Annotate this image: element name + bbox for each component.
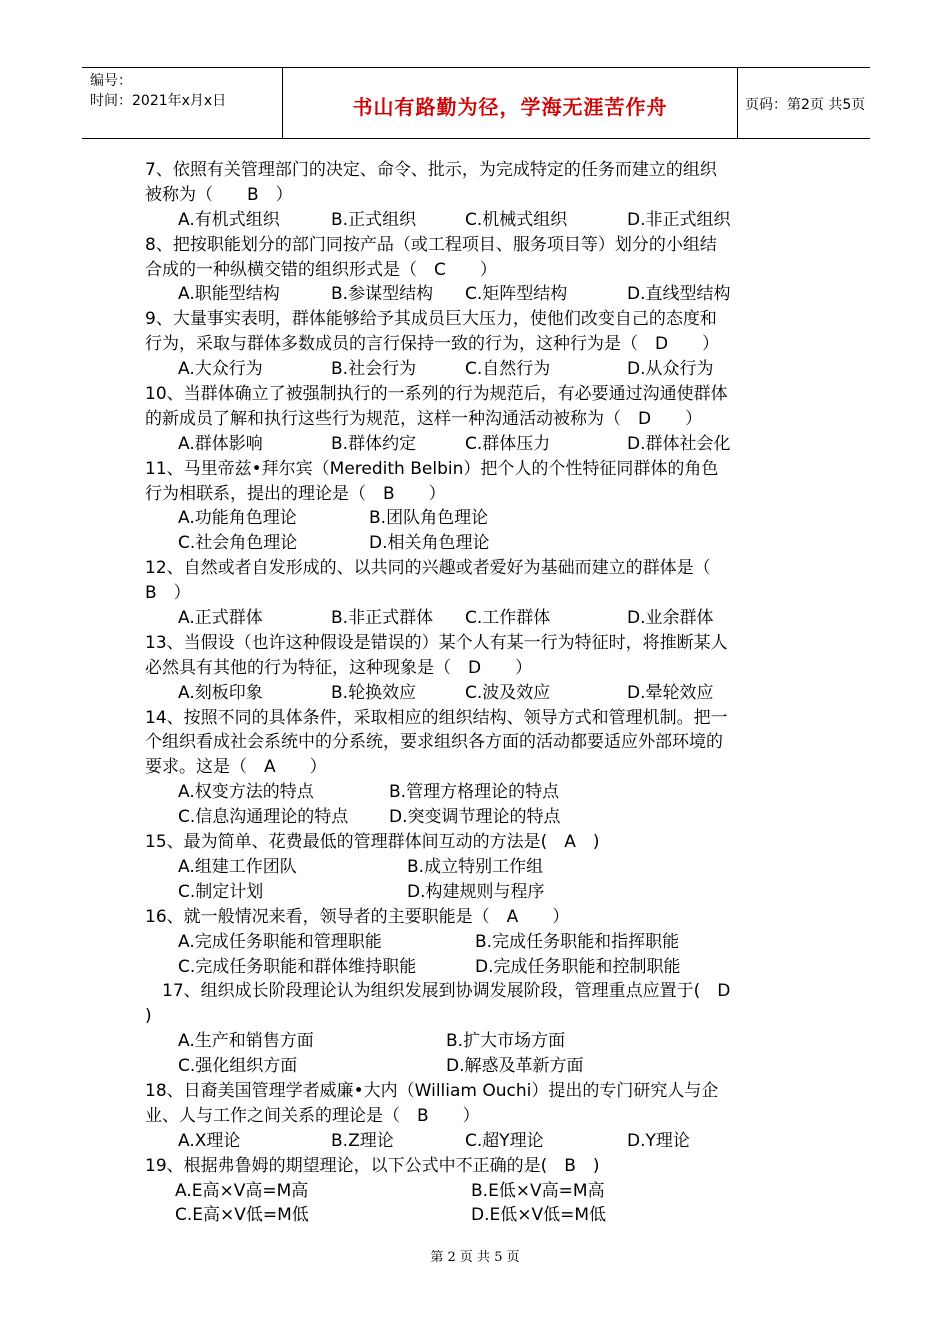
option-row — [145, 1203, 805, 1228]
option-row — [145, 606, 805, 631]
answer-option: A.权变方法的特点 — [178, 782, 314, 803]
answer-option: A.E高×V高=M高 — [175, 1180, 309, 1201]
page-header — [82, 67, 870, 139]
answer-option: A.正式群体 — [178, 608, 263, 629]
question-text-line: 7、依照有关管理部门的决定、命令、批示，为完成特定的任务而建立的组织 — [145, 160, 717, 180]
answer-option: A.完成任务职能和管理职能 — [178, 931, 382, 952]
answer-option: B.轮换效应 — [331, 682, 417, 703]
header-right-cell — [737, 68, 870, 138]
question-text-line: 12、自然或者自发形成的、以共同的兴趣或者爱好为基础而建立的群体是（ — [145, 558, 711, 579]
question-item — [145, 382, 805, 457]
question-item — [145, 631, 805, 706]
question-item — [145, 830, 805, 905]
question-text-line: 的新成员了解和执行这些行为规范，这样一种沟通活动被称为（ D ） — [145, 408, 703, 429]
answer-option: B.正式组织 — [331, 209, 417, 230]
answer-option: A.生产和销售方面 — [178, 1031, 314, 1052]
question-text-line: 8、把按职能划分的部门同按产品（或工程项目、服务项目等）划分的小组结 — [145, 234, 717, 255]
question-text-line: 业、人与工作之间关系的理论是（ B ） — [145, 1105, 480, 1126]
question-text-line: 必然具有其他的行为特征，这种现象是（ D ） — [145, 657, 533, 678]
question-text-line: 行为，采取与群体多数成员的言行保持一致的行为，这种行为是（ D ） — [145, 334, 720, 355]
header-motto-cell — [282, 68, 738, 138]
answer-option: D.突变调节理论的特点 — [389, 807, 561, 828]
question-item — [145, 158, 805, 233]
answer-option: D.Y理论 — [627, 1130, 690, 1151]
question-text-line: 行为相联系，提出的理论是（ B ） — [145, 483, 446, 504]
option-row — [145, 357, 805, 382]
answer-option: D.相关角色理论 — [369, 533, 490, 554]
question-text-line: 合成的一种纵横交错的组织形式是（ C ） — [145, 259, 497, 280]
answer-option: A.群体影响 — [178, 433, 263, 454]
option-row — [145, 208, 805, 233]
answer-option: D.直线型结构 — [627, 284, 731, 305]
answer-option: A.大众行为 — [178, 359, 263, 380]
option-row — [145, 506, 805, 531]
answer-option: D.业余群体 — [627, 608, 714, 629]
question-text-line: 16、就一般情况来看，领导者的主要职能是（ A ） — [145, 906, 570, 927]
answer-option: D.群体社会化 — [627, 433, 731, 454]
option-row — [145, 432, 805, 457]
option-row — [145, 805, 805, 830]
answer-option: C.超Y理论 — [465, 1130, 544, 1151]
option-row — [145, 1129, 805, 1154]
question-text-line: B ） — [145, 583, 191, 604]
question-text-line: 9、大量事实表明，群体能够给予其成员巨大压力，使他们改变自己的态度和 — [145, 309, 717, 330]
answer-option: C.机械式组织 — [465, 209, 568, 230]
option-row — [145, 955, 805, 980]
answer-option: B.完成任务职能和指挥职能 — [475, 931, 680, 952]
header-page-info: 页码：第2页 共5页 — [745, 97, 866, 113]
option-row — [145, 1179, 805, 1204]
answer-option: D.晕轮效应 — [627, 682, 714, 703]
answer-option: C.工作群体 — [465, 608, 551, 629]
answer-option: C.制定计划 — [178, 881, 264, 902]
option-row — [145, 930, 805, 955]
question-item — [145, 905, 805, 980]
answer-option: B.E低×V高=M高 — [471, 1180, 605, 1201]
question-item — [145, 556, 805, 631]
answer-option: A.组建工作团队 — [178, 856, 297, 877]
option-row — [145, 681, 805, 706]
option-row — [145, 880, 805, 905]
answer-option: B.参谋型结构 — [331, 284, 434, 305]
question-text-line: 个组织看成社会系统中的分系统，要求组织各方面的活动都要适应外部环境的 — [145, 732, 723, 753]
answer-option: A.职能型结构 — [178, 284, 280, 305]
answer-option: B.管理方格理论的特点 — [389, 782, 560, 803]
answer-option: A.功能角色理论 — [178, 508, 297, 529]
answer-option: D.构建规则与程序 — [407, 881, 545, 902]
answer-option: B.成立特别工作组 — [407, 856, 544, 877]
option-row — [145, 780, 805, 805]
question-text-line: 18、日裔美国管理学者威廉•大内（William Ouchi）提出的专门研究人与企 — [145, 1080, 719, 1101]
document-date: 时间：2021年x月x日 — [90, 93, 227, 109]
question-text-line: 要求。这是（ A ） — [145, 757, 327, 778]
question-item — [145, 457, 805, 557]
answer-option: A.有机式组织 — [178, 209, 280, 230]
answer-option: C.波及效应 — [465, 682, 551, 703]
question-item — [145, 1079, 805, 1154]
header-motto: 书山有路勤为径，学海无涯苦作舟 — [352, 95, 668, 119]
answer-option: D.非正式组织 — [627, 209, 731, 230]
answer-option: A.X理论 — [178, 1130, 241, 1151]
option-row — [145, 855, 805, 880]
answer-option: C.自然行为 — [465, 359, 551, 380]
option-row — [145, 282, 805, 307]
answer-option: B.社会行为 — [331, 359, 417, 380]
question-item — [145, 979, 805, 1079]
answer-option: B.团队角色理论 — [369, 508, 489, 529]
question-text-line: 被称为（ B ） — [145, 184, 293, 205]
question-list — [145, 158, 805, 1228]
option-row — [145, 531, 805, 556]
header-left-cell — [82, 68, 282, 138]
question-text-line: 13、当假设（也许这种假设是错误的）某个人有某一行为特征时，将推断某人 — [145, 632, 728, 653]
question-item — [145, 233, 805, 308]
answer-option: D.完成任务职能和控制职能 — [475, 956, 681, 977]
document-number-label: 编号： — [90, 73, 132, 89]
question-text-line: 10、当群体确立了被强制执行的一系列的行为规范后，有必要通过沟通使群体 — [145, 384, 728, 405]
answer-option: B.Z理论 — [331, 1130, 394, 1151]
answer-option: D.从众行为 — [627, 359, 714, 380]
answer-option: C.完成任务职能和群体维持职能 — [178, 956, 417, 977]
answer-option: D.解惑及革新方面 — [446, 1056, 584, 1077]
answer-option: B.群体约定 — [331, 433, 417, 454]
question-text-line: ) — [145, 1006, 152, 1027]
answer-option: A.刻板印象 — [178, 682, 263, 703]
answer-option: C.矩阵型结构 — [465, 284, 568, 305]
question-item — [145, 307, 805, 382]
answer-option: C.强化组织方面 — [178, 1056, 298, 1077]
answer-option: D.E低×V低=M低 — [471, 1205, 607, 1226]
question-text-line: 19、根据弗鲁姆的期望理论，以下公式中不正确的是( B ) — [145, 1155, 600, 1176]
question-item — [145, 1154, 805, 1229]
question-text-line: 11、马里帝兹•拜尔宾（Meredith Belbin）把个人的个性特征同群体的角色 — [145, 458, 719, 479]
answer-option: C.群体压力 — [465, 433, 551, 454]
question-text-line: 14、按照不同的具体条件，采取相应的组织结构、领导方式和管理机制。把一 — [145, 707, 728, 728]
question-text-line: 17、组织成长阶段理论认为组织发展到协调发展阶段，管理重点应置于( D — [145, 981, 731, 1002]
question-item — [145, 706, 805, 830]
answer-option: C.E高×V低=M低 — [175, 1205, 309, 1226]
option-row — [145, 1029, 805, 1054]
option-row — [145, 1054, 805, 1079]
question-text-line: 15、最为简单、花费最低的管理群体间互动的方法是( A ) — [145, 832, 600, 853]
answer-option: B.非正式群体 — [331, 608, 434, 629]
answer-option: C.社会角色理论 — [178, 533, 298, 554]
answer-option: C.信息沟通理论的特点 — [178, 807, 349, 828]
answer-option: B.扩大市场方面 — [446, 1031, 566, 1052]
page-footer: 第 2 页 共 5 页 — [430, 1250, 520, 1265]
